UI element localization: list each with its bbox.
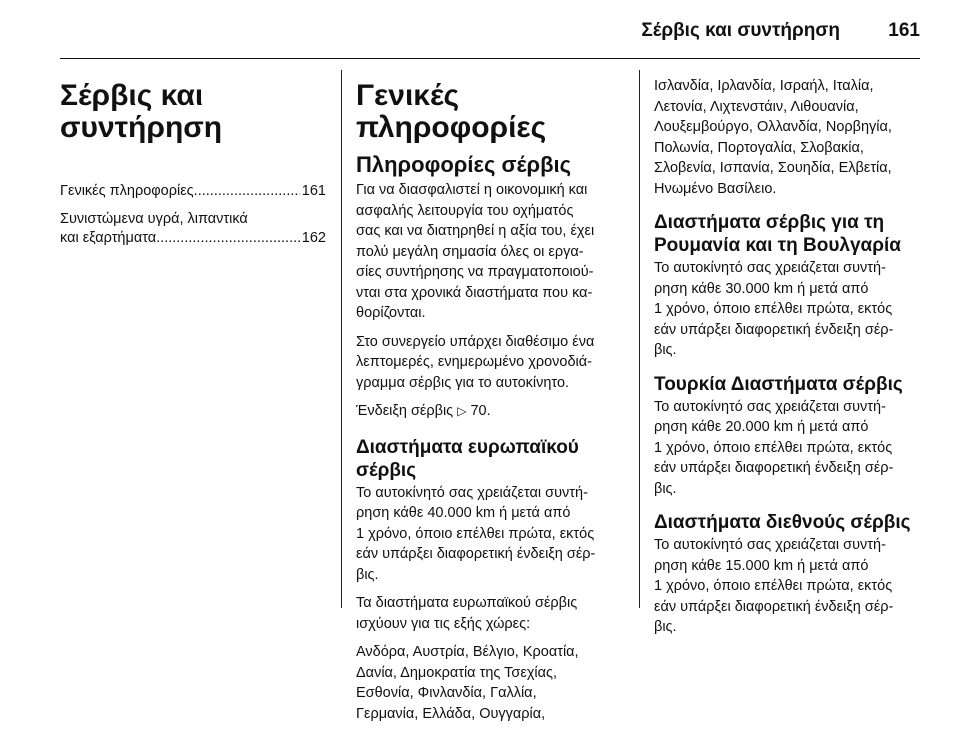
- text-line: ισχύουν για τις εξής χώρες:: [356, 615, 531, 632]
- toc-leader-dots: [156, 229, 300, 248]
- text-line: γραμμα σέρβις για το αυτοκίνητο.: [356, 374, 570, 391]
- text-line: βις.: [356, 566, 379, 583]
- text-line: Γερμανία, Ελλάδα, Ουγγαρία,: [356, 705, 546, 722]
- paragraph: [654, 535, 924, 638]
- text-line: 1 χρόνο, όποιο επέλθει πρώτα, εκτός: [654, 301, 893, 317]
- column-divider: [341, 70, 342, 608]
- text-line: 1 χρόνο, όποιο επέλθει πρώτα, εκτός: [654, 578, 893, 594]
- text-line: 1 χρόνο, όποιο επέλθει πρώτα, εκτός: [654, 439, 893, 456]
- subheading-service-info: Πληροφορίες σέρβις: [356, 152, 572, 177]
- text-line: Ανδόρα, Αυστρία, Βέλγιο, Κροατία,: [356, 644, 579, 660]
- paragraph: [654, 397, 924, 500]
- text-line: εάν υπάρξει διαφορετική ένδειξη σέρ-: [356, 546, 596, 562]
- text-line: Το αυτοκίνητό σας χρειάζεται συντή-: [356, 484, 588, 501]
- text-line: πολύ μεγάλη σημασία όλες οι εργα-: [356, 243, 584, 260]
- text-line: θορίζονται.: [356, 305, 426, 321]
- text-line: Πολωνία, Πορτογαλία, Σλοβακία,: [654, 139, 864, 156]
- text-line: ρηση κάθε 15.000 km ή μετά από: [654, 557, 869, 574]
- text-line: 1 χρόνο, όποιο επέλθει πρώτα, εκτός: [356, 525, 595, 542]
- toc-entry-label: Γενικές πληροφορίες: [60, 183, 194, 199]
- text-line: ρηση κάθε 30.000 km ή μετά από: [654, 280, 869, 297]
- subheading-international: Διαστήματα διεθνούς σέρβις: [654, 512, 911, 533]
- heading-line: Ρουμανία και τη Βουλγαρία: [654, 235, 901, 256]
- toc-entry-page: 162: [301, 230, 326, 246]
- chapter-title: Σέρβις και συντήρηση: [60, 79, 223, 144]
- arrow-reference-icon: ▷: [457, 404, 467, 418]
- text-line: Εσθονία, Φινλανδία, Γαλλία,: [356, 685, 537, 701]
- text-line: εάν υπάρξει διαφορετική ένδειξη σέρ-: [654, 321, 894, 338]
- text-line: ρηση κάθε 40.000 km ή μετά από: [356, 505, 571, 521]
- content-column-3: [654, 74, 924, 646]
- text-line: Τα διαστήματα ευρωπαϊκού σέρβις: [356, 595, 578, 611]
- text-line: ασφαλής λειτουργία του οχήματός: [356, 202, 574, 219]
- toc-entry-label: Συνιστώμενα υγρά, λιπαντικά: [60, 211, 248, 227]
- text-line: νται στα χρονικά διαστήματα που κα-: [356, 284, 593, 301]
- header-title: Σέρβις και συντήρηση: [641, 20, 840, 41]
- toc-entry[interactable]: [60, 182, 326, 201]
- text-line: Λετονία, Λιχτενστάιν, Λιθουανία,: [654, 98, 859, 115]
- subheading-turkey: Τουρκία Διαστήματα σέρβις: [654, 373, 903, 395]
- toc-entry-label: και εξαρτήματα: [60, 230, 157, 246]
- page-number: 161: [888, 20, 920, 41]
- subheading-european: Διαστήματα ευρωπαϊκού σέρβις: [356, 436, 579, 481]
- text-line: Σλοβενία, Ισπανία, Σουηδία, Ελβετία,: [654, 160, 892, 176]
- text-line: Στο συνεργείο υπάρχει διαθέσιμο ένα: [356, 333, 595, 350]
- heading-line: Διαστήματα σέρβις για τη: [654, 212, 885, 233]
- reference-label: Ένδειξη σέρβις: [356, 403, 454, 419]
- paragraph: [356, 180, 624, 324]
- paragraph: [356, 332, 624, 394]
- country-list-continued: [654, 76, 924, 199]
- text-line: σας και να διατηρηθεί η αξία του, έχει: [356, 223, 595, 239]
- paragraph: [356, 483, 624, 586]
- section-title: Γενικές πληροφορίες: [356, 79, 547, 144]
- text-line: σίες συντήρησης να πραγματοποιού-: [356, 264, 594, 280]
- text-line: εάν υπάρξει διαφορετική ένδειξη σέρ-: [654, 598, 894, 615]
- text-line: βις.: [654, 619, 677, 635]
- text-line: Λουξεμβούργο, Ολλανδία, Νορβηγία,: [654, 119, 892, 135]
- paragraph: [356, 593, 624, 634]
- subheading-romania-bulgaria: [654, 211, 924, 257]
- reference-page: 70.: [470, 403, 491, 419]
- text-line: ρηση κάθε 20.000 km ή μετά από: [654, 419, 869, 435]
- toc-leader-dots: [194, 182, 300, 201]
- toc-column: [60, 74, 326, 257]
- text-line: Το αυτοκίνητό σας χρειάζεται συντή-: [654, 537, 886, 553]
- text-line: Για να διασφαλιστεί η οικονομική και: [356, 182, 588, 198]
- text-line: βις.: [654, 480, 677, 497]
- text-line: εάν υπάρξει διαφορετική ένδειξη σέρ-: [654, 460, 894, 476]
- cross-reference[interactable]: [356, 401, 624, 422]
- paragraph: [654, 258, 924, 361]
- column-divider: [639, 70, 640, 608]
- page-header: [60, 14, 920, 48]
- content-column-2: [356, 74, 624, 732]
- country-list: [356, 642, 624, 724]
- text-line: Δανία, Δημοκρατία της Τσεχίας,: [356, 664, 558, 681]
- text-line: βις.: [654, 342, 677, 358]
- text-line: Το αυτοκίνητό σας χρειάζεται συντή-: [654, 260, 886, 276]
- header-rule: [60, 58, 920, 59]
- text-line: Το αυτοκίνητό σας χρειάζεται συντή-: [654, 398, 886, 415]
- toc-entry[interactable]: [60, 210, 326, 248]
- text-line: λεπτομερές, ενημερωμένο χρονοδιά-: [356, 354, 592, 370]
- text-line: Ηνωμένο Βασίλειο.: [654, 180, 777, 197]
- toc-entry-page: 161: [301, 183, 326, 199]
- text-line: Ισλανδία, Ιρλανδία, Ισραήλ, Ιταλία,: [654, 78, 874, 94]
